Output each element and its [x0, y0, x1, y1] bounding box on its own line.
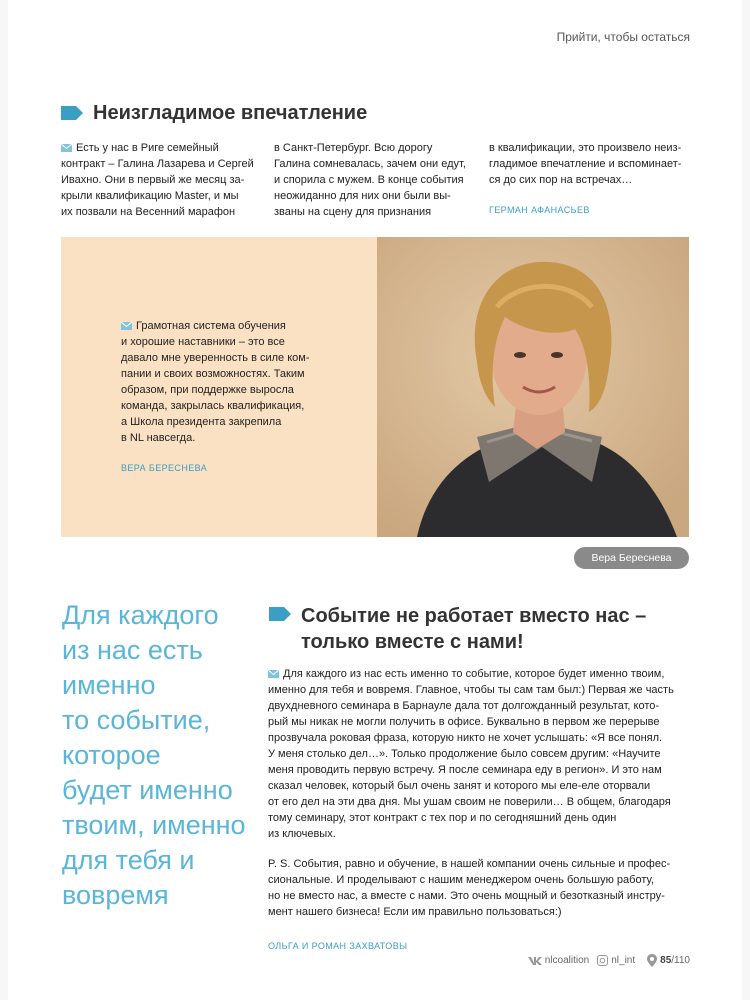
- page-footer: [528, 954, 690, 967]
- vk-handle[interactable]: nlcoalition: [544, 955, 590, 966]
- pull-quote: Для каждого из нас есть именно то событие, которое будет именно твоим, именно для тебя и вовремя: [62, 600, 246, 910]
- section-title: Неизгладимое впечатление: [93, 102, 368, 124]
- article-body: [268, 666, 698, 954]
- vk-icon[interactable]: [528, 956, 542, 966]
- section-title-line-2: только вместе с нами!: [301, 631, 524, 653]
- page: [8, 0, 742, 1000]
- envelope-icon: [121, 322, 132, 330]
- paragraph-2: P. S. События, равно и обучение, в нашей компании очень сильные и профес- сиональные. И проделывают с нашим менеджером очень большую работу, но не вместо нас, а вместе с нами. Это очень мощный и безотказный инстру- мент нашего бизнеса! Если им правильно пользоваться:): [268, 858, 671, 918]
- author-name: ВЕРА БЕРЕСНЕВА: [121, 463, 208, 473]
- envelope-icon: [268, 670, 279, 678]
- section-heading-2: [269, 603, 646, 655]
- page-total: /110: [671, 955, 690, 966]
- paragraph-1: Для каждого из нас есть именно то событие, которое будет именно твоим, именно для тебя и вовремя. Главное, чтобы ты сам там был:) Первая же часть двухдневного семинара в Барнауле дала тот долгожданный результат, кото- рый мы никак не могли получить в офисе. Буквально в первом же перерыве прозвучала роковая фраза, которую никто не хочет услышать: «Я все понял. У меня столько дел…». Только продолжение было совсем другим: «Научите меня проводить первую встречу. Я после семинара еду в регион». И это нам сказал человек, который был очень занят и которого мы еле-еле оторвали от его дел на эти два дня. Мы ушам своим не поверили… В общем, благодаря тому семинару, этот контракт с тех пор и по сегодняшний день один из ключевых.: [268, 668, 674, 840]
- story-column-3: в квалификации, это произвело неиз- гладимое впечатление и вспоминает- ся до сих пор на встречах… ГЕРМАН АФАНАСЬЕВ: [489, 140, 699, 218]
- story-column-2: в Санкт-Петербург. Всю дорогу Галина сомневалась, зачем они едут, и спорила с мужем. В конце события неожиданно для них они были вы- званы на сцену для признания: [274, 142, 466, 218]
- page-number: 85: [660, 955, 672, 966]
- author-name: ОЛЬГА И РОМАН ЗАХВАТОВЫ: [268, 941, 408, 951]
- feature-quote: Грамотная система обучения и хорошие наставники – это все давало мне уверенность в силе ком- пании и своих возможностях. Таким образом, при поддержке выросла команда, закрылась квалификация, а Школа президента закрепила в NL навсегда. ВЕРА БЕРЕСНЕВА: [121, 318, 321, 476]
- portrait-photo: [377, 237, 689, 537]
- section-heading: [61, 102, 367, 125]
- location-pin-icon: [647, 954, 657, 967]
- tag-icon: [269, 607, 291, 621]
- story-column-1: Есть у нас в Риге семейный контракт – Галина Лазарева и Сергей Ивахно. Они в первый же месяц за- крыли квалификацию Master, и мы их позвали на Весенний марафон: [61, 142, 254, 218]
- envelope-icon: [61, 144, 72, 152]
- running-header: Прийти, чтобы остаться: [556, 30, 690, 44]
- section-title: Событие не работает вместо нас –: [301, 605, 647, 627]
- tag-icon: [61, 106, 83, 120]
- photo-caption: Вера Береснева: [574, 547, 689, 569]
- instagram-handle[interactable]: nl_int: [611, 955, 636, 966]
- feature-block: [61, 237, 689, 537]
- instagram-icon[interactable]: [597, 955, 608, 966]
- author-name: ГЕРМАН АФАНАСЬЕВ: [489, 205, 590, 215]
